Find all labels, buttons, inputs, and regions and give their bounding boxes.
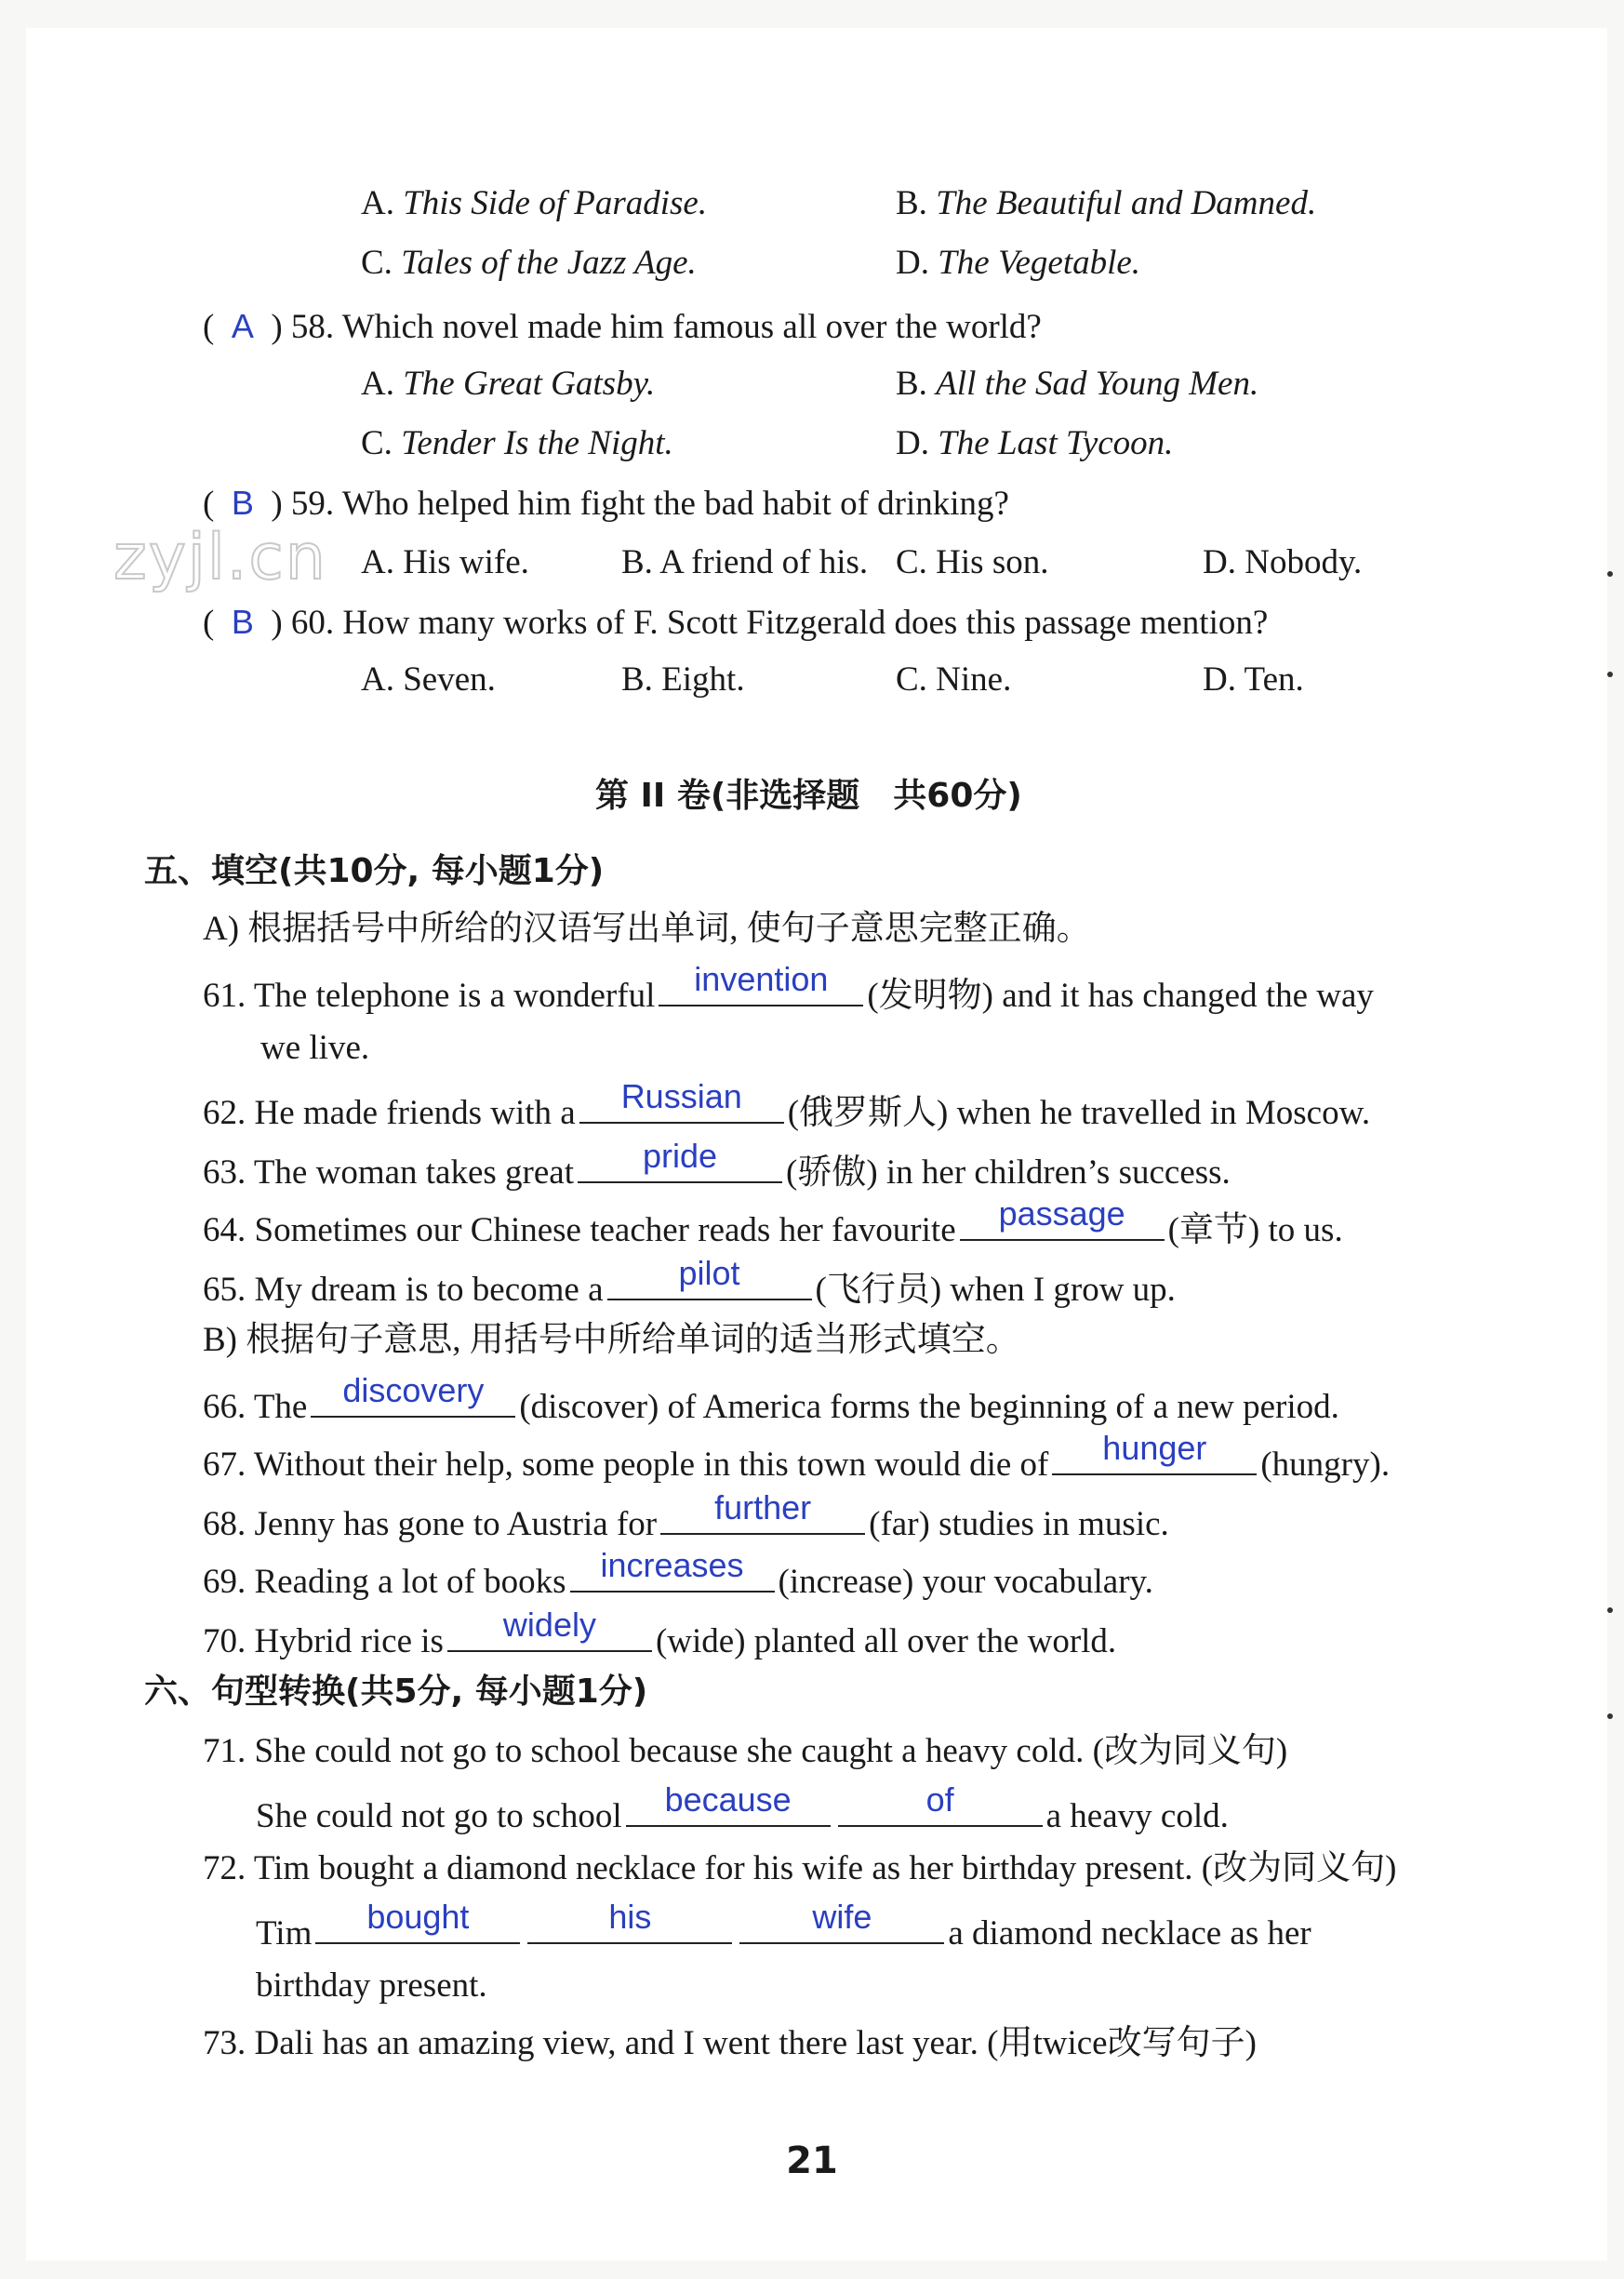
edge-mark [1607,1607,1613,1613]
q58-option-c: C. Tender Is the Night. [361,424,673,462]
q57-option-a: A. This Side of Paradise. [361,184,708,222]
q66-blank[interactable]: discovery [311,1379,515,1418]
q59-option-a: A. His wife. [361,543,529,581]
q69-blank[interactable]: increases [570,1553,775,1593]
q64-blank[interactable]: passage [960,1202,1165,1241]
q58-option-b: B. All the Sad Young Men. [896,365,1259,403]
q63: 63. The woman takes great pride (骄傲) in her children’s success. [203,1137,1231,1192]
q58-answer: A [231,307,254,345]
q71-blank-2[interactable]: of [838,1788,1043,1827]
q59-option-b: B. A friend of his. [621,543,869,581]
q68: 68. Jenny has gone to Austria for further (far) studies in music. [203,1488,1169,1543]
edge-mark [1607,1713,1613,1719]
q59-option-c: C. His son. [896,543,1049,581]
q63-blank[interactable]: pride [578,1144,782,1183]
q60-option-b: B. Eight. [621,660,745,699]
q67-blank[interactable]: hunger [1052,1436,1257,1475]
q61: 61. The telephone is a wonderful invention (发明物) and it has changed the way [203,960,1374,1015]
q67: 67. Without their help, some people in this town would die of hunger (hungry). [203,1429,1391,1484]
q59-option-d: D. Nobody. [1203,543,1363,581]
q61-continuation: we live. [260,1029,370,1067]
q58-option-a: A. The Great Gatsby. [361,365,656,403]
q60-answer: B [231,603,254,641]
q72-blank-1[interactable]: bought [315,1905,520,1944]
q72: 72. Tim bought a diamond necklace for his wife as her birthday present. (改为同义句) [203,1849,1397,1887]
q62: 62. He made friends with a Russian (俄罗斯人) when he travelled in Moscow. [203,1077,1371,1132]
q69: 69. Reading a lot of books increases (increase) your vocabulary. [203,1546,1153,1601]
q60-option-c: C. Nine. [896,660,1012,699]
q72-continuation: birthday present. [256,1966,487,2005]
q65: 65. My dream is to become a pilot (飞行员) when I grow up. [203,1254,1176,1309]
q70: 70. Hybrid rice is widely (wide) planted all over the world. [203,1606,1117,1660]
q57-option-b: B. The Beautiful and Damned. [896,184,1317,222]
section5-title: 五、填空(共10分, 每小题1分) [144,852,605,890]
q62-blank[interactable]: Russian [579,1085,784,1124]
q57-option-c: C. Tales of the Jazz Age. [361,244,697,282]
page-number: 21 [786,2139,838,2182]
q64: 64. Sometimes our Chinese teacher reads her favourite passage (章节) to us. [203,1194,1343,1249]
q72-blank-3[interactable]: wife [739,1905,944,1944]
q58-option-d: D. The Last Tycoon. [896,424,1174,462]
q59-stem: ( B ) 59. Who helped him fight the bad habit of drinking? [203,484,1009,523]
section5-part-b: B) 根据句子意思, 用括号中所给单词的适当形式填空。 [203,1321,1020,1359]
q66: 66. The discovery (discover) of America forms the beginning of a new period. [203,1371,1339,1426]
part2-title: 第 II 卷(非选择题 共60分) [595,777,1022,815]
q58-stem: ( A ) 58. Which novel made him famous all over the world? [203,307,1042,346]
q57-option-d: D. The Vegetable. [896,244,1141,282]
q71: 71. She could not go to school because she caught a heavy cold. (改为同义句) [203,1732,1288,1770]
q65-blank[interactable]: pilot [607,1261,812,1300]
q71-blank-1[interactable]: because [626,1788,831,1827]
q68-blank[interactable]: further [660,1496,865,1535]
q72-blank-2[interactable]: his [527,1905,732,1944]
q60-option-a: A. Seven. [361,660,496,699]
q61-blank[interactable]: invention [659,967,863,1006]
q72-rewrite: Tim bought his wife a diamond necklace as her [256,1898,1311,1952]
edge-mark [1607,672,1613,677]
q59-answer: B [231,484,254,522]
watermark: zyjl.cn [113,521,327,594]
q71-rewrite: She could not go to school because of a heavy cold. [256,1780,1229,1835]
section5-part-a: A) 根据括号中所给的汉语写出单词, 使句子意思完整正确。 [203,910,1091,948]
q60-option-d: D. Ten. [1203,660,1304,699]
edge-mark [1607,571,1613,577]
section6-title: 六、句型转换(共5分, 每小题1分) [144,1673,648,1711]
q60-stem: ( B ) 60. How many works of F. Scott Fitzgerald does this passage mention? [203,603,1269,642]
q73: 73. Dali has an amazing view, and I went there last year. (用twice改写句子) [203,2024,1257,2062]
q70-blank[interactable]: widely [447,1613,652,1652]
